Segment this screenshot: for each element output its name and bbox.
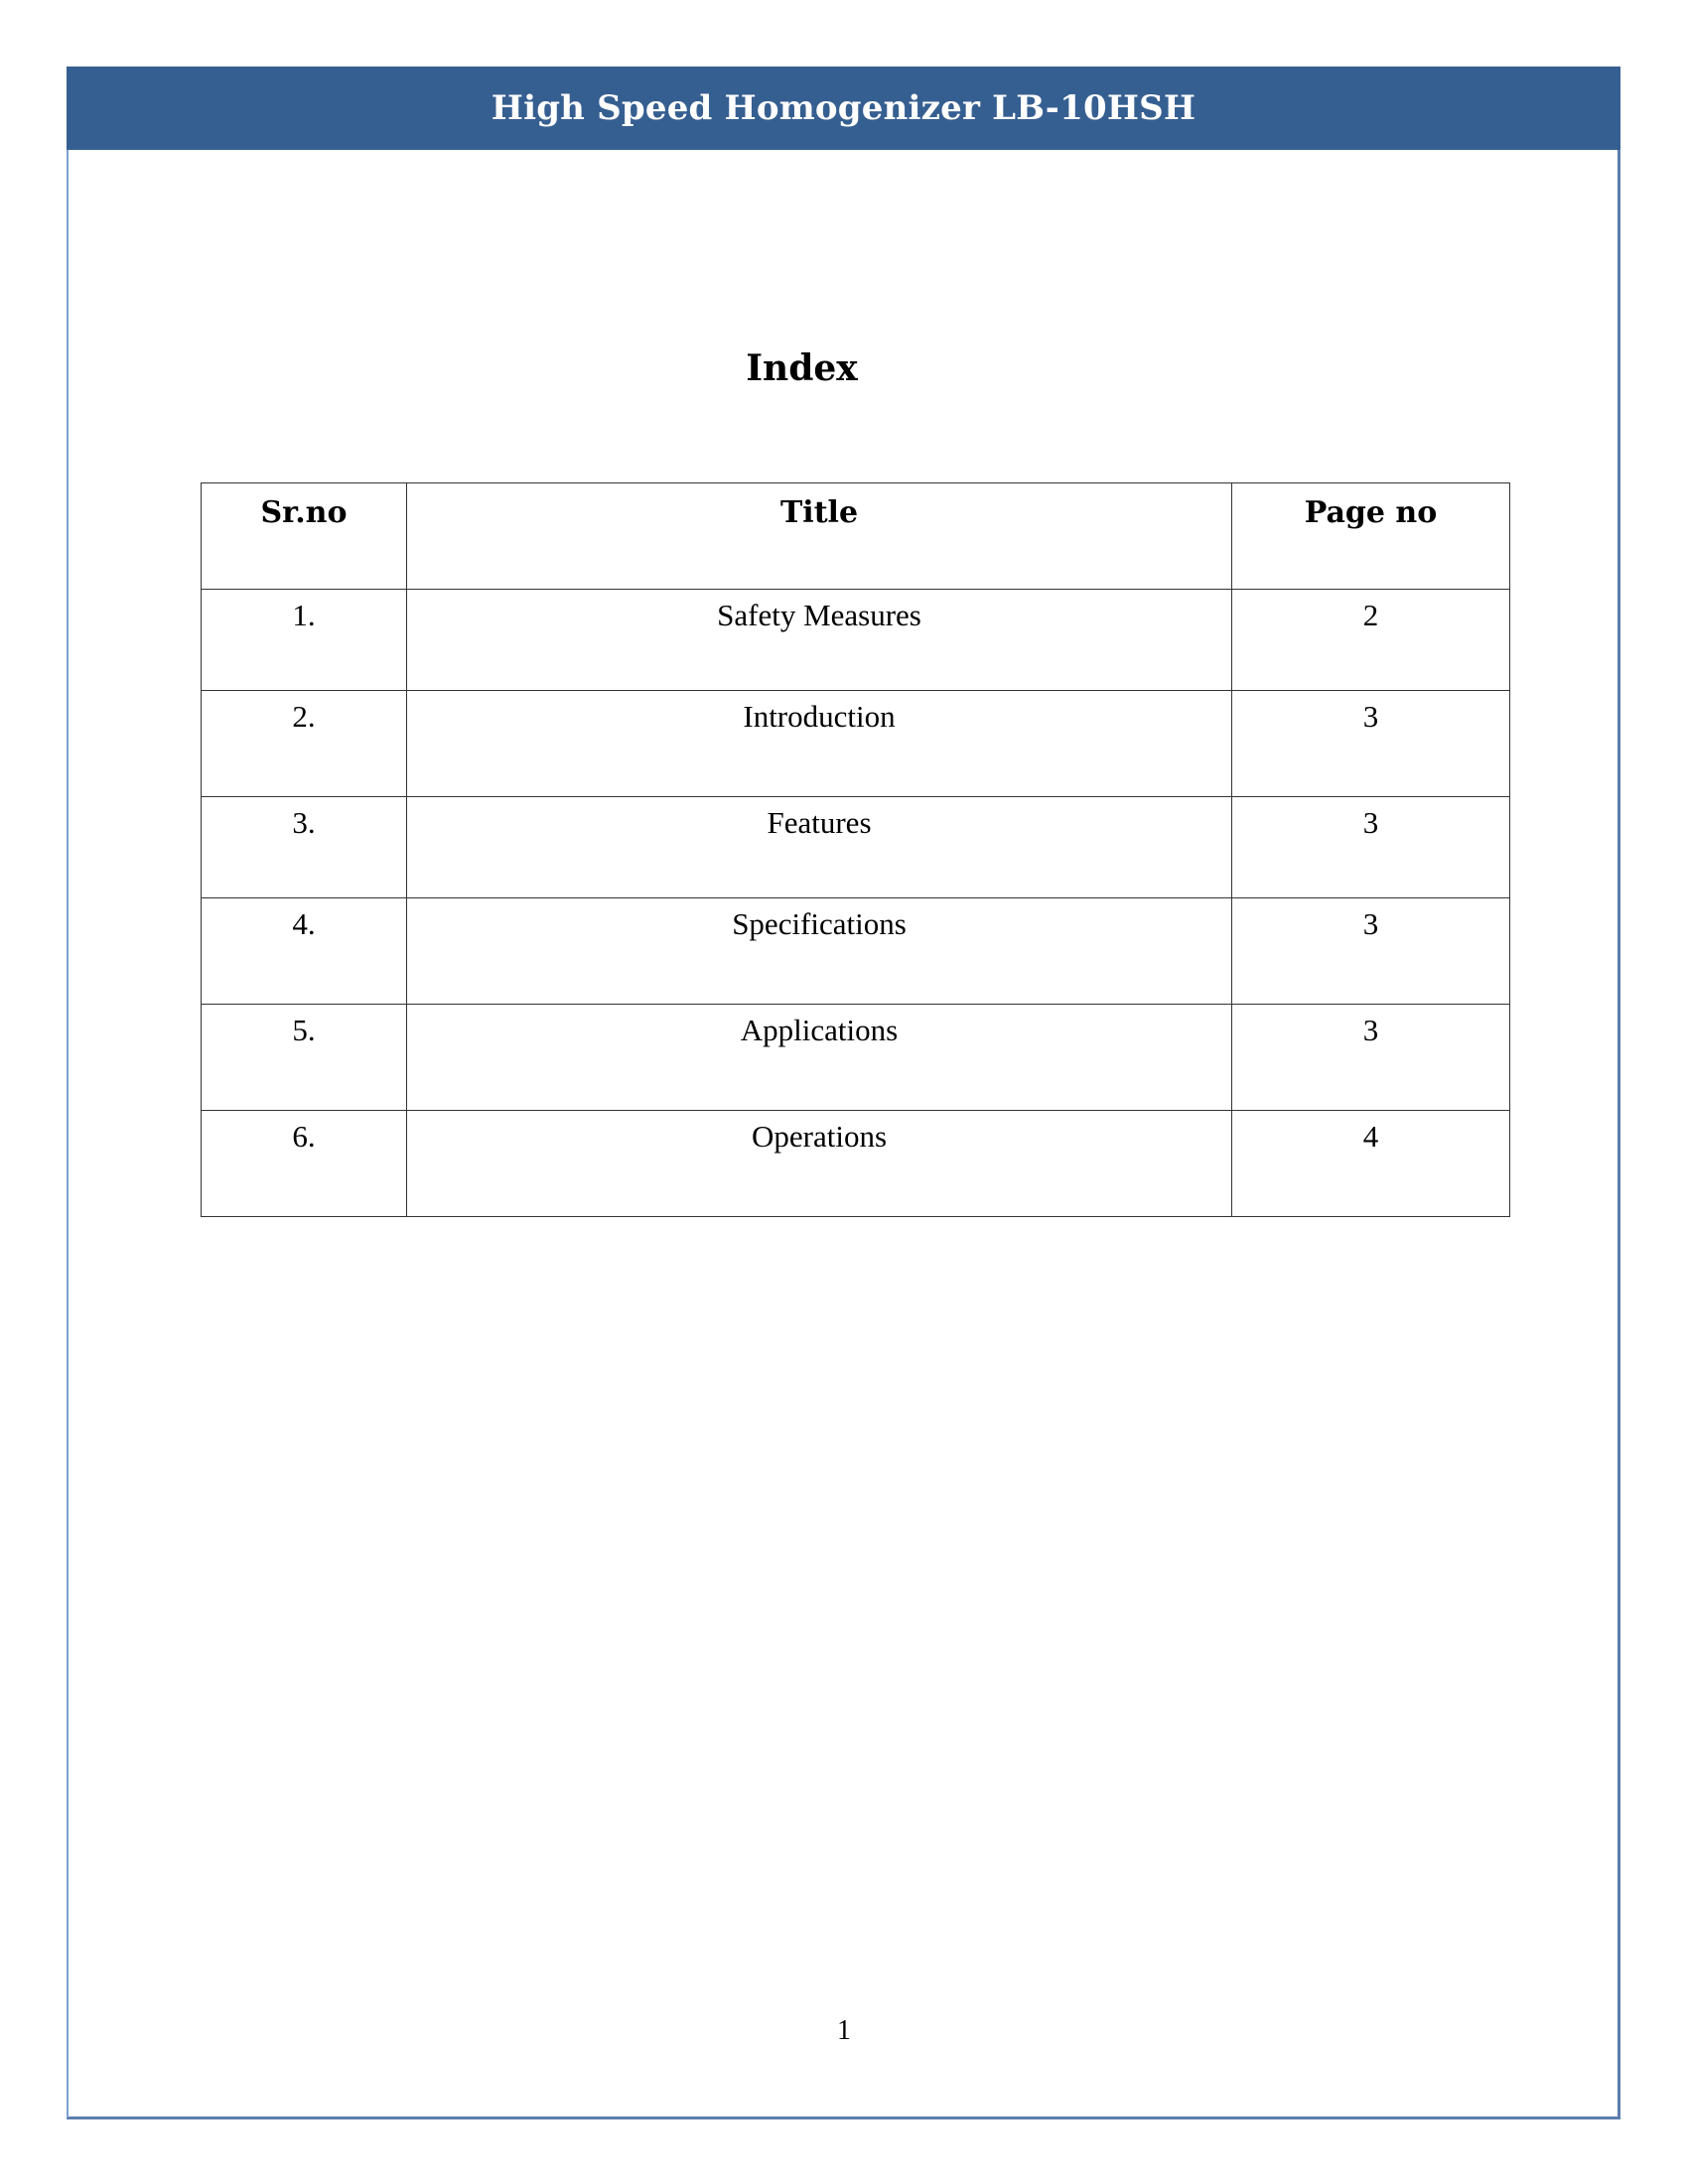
table-row (202, 691, 1510, 797)
row-title: Specifications (407, 898, 1232, 1005)
table-row (202, 898, 1510, 1005)
row-page-no: 3 (1232, 1005, 1510, 1111)
row-title: Applications (407, 1005, 1232, 1111)
row-page-no: 2 (1232, 590, 1510, 691)
row-page-no: 3 (1232, 691, 1510, 797)
row-title: Safety Measures (407, 590, 1232, 691)
page-number: 1 (837, 2015, 851, 2046)
row-title: Features (407, 797, 1232, 898)
column-header-sr-no: Sr.no (202, 483, 407, 590)
column-header-page-no: Page no (1232, 483, 1510, 590)
row-page-no: 3 (1232, 898, 1510, 1005)
header-bar (67, 67, 1620, 150)
row-title: Operations (407, 1111, 1232, 1217)
column-header-title: Title (407, 483, 1232, 590)
row-sr-no: 6. (202, 1111, 407, 1217)
row-page-no: 3 (1232, 797, 1510, 898)
index-table (201, 482, 1510, 1217)
document-title: High Speed Homogenizer LB-10HSH (491, 88, 1196, 128)
row-sr-no: 3. (202, 797, 407, 898)
index-heading: Index (746, 347, 858, 389)
row-title: Introduction (407, 691, 1232, 797)
row-sr-no: 2. (202, 691, 407, 797)
row-sr-no: 1. (202, 590, 407, 691)
table-row (202, 590, 1510, 691)
row-sr-no: 4. (202, 898, 407, 1005)
table-row (202, 1005, 1510, 1111)
row-sr-no: 5. (202, 1005, 407, 1111)
row-page-no: 4 (1232, 1111, 1510, 1217)
table-header-row (202, 483, 1510, 590)
table-row (202, 797, 1510, 898)
table-row (202, 1111, 1510, 1217)
